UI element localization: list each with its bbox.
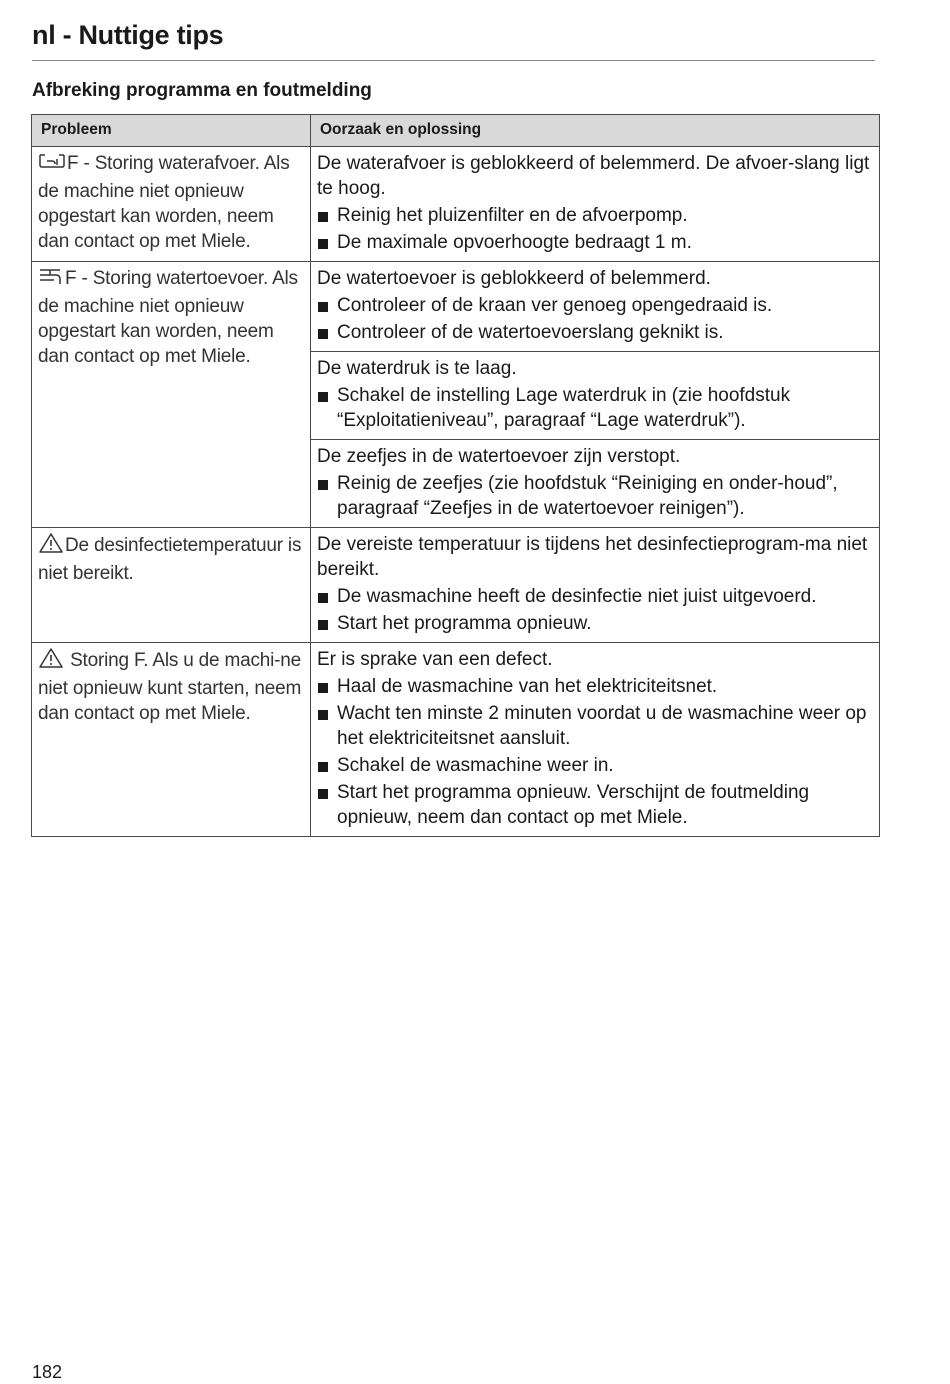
square-bullet-icon <box>318 593 328 603</box>
solution-step-text: Schakel de instelling Lage waterdruk in (zie hoofdstuk “Exploitatieniveau”, paragraaf “Lage waterdruk”). <box>337 385 791 431</box>
solution-step-text: Wacht ten minste 2 minuten voordat u de wasmachine weer op het elektriciteitsnet aansluit. <box>337 703 867 749</box>
cause-text: De watertoevoer is geblokkeerd of belemmerd. <box>317 268 711 289</box>
cause-text: De vereiste temperatuur is tijdens het desinfectieprogram-ma niet bereikt. <box>317 534 868 580</box>
table-row <box>32 262 880 352</box>
water-inlet-fault-icon <box>38 267 64 294</box>
solution-step-text: Start het programma opnieuw. Verschijnt de foutmelding opnieuw, neem dan contact op met Miele. <box>337 782 810 828</box>
warning-triangle-icon <box>38 647 64 676</box>
solution-list <box>317 674 873 830</box>
solution-list <box>317 383 873 433</box>
cause-cell <box>311 528 880 643</box>
cause-cell <box>311 643 880 837</box>
cause-text: De waterafvoer is geblokkeerd of belemmerd. De afvoer-slang ligt te hoog. <box>317 153 870 199</box>
solution-step <box>317 753 873 778</box>
solution-step <box>317 471 873 521</box>
problem-text: F - Storing watertoevoer. Als de machine niet opnieuw opgestart kan worden, neem dan contact op met Miele. <box>38 268 298 367</box>
square-bullet-icon <box>318 212 328 222</box>
solution-step <box>317 584 873 609</box>
square-bullet-icon <box>318 480 328 490</box>
solution-step <box>317 230 873 255</box>
problem-text: De desinfectietemperatuur is niet bereikt. <box>38 535 302 584</box>
column-header-cause: Oorzaak en oplossing <box>311 115 880 147</box>
solution-step-text: De wasmachine heeft de desinfectie niet juist uitgevoerd. <box>337 586 817 607</box>
solution-step <box>317 293 873 318</box>
cause-text: De zeefjes in de watertoevoer zijn verstopt. <box>317 446 681 467</box>
section-heading: Afbreking programma en foutmelding <box>32 80 372 101</box>
table-row <box>32 643 880 837</box>
table-header-row <box>32 115 880 147</box>
problem-text: Storing F. Als u de machi-ne niet opnieuw kunt starten, neem dan contact op met Miele. <box>38 650 302 724</box>
page-number: 182 <box>32 1362 63 1382</box>
solution-step-text: Controleer of de watertoevoerslang geknikt is. <box>337 322 724 343</box>
solution-step <box>317 701 873 751</box>
solution-step-text: Start het programma opnieuw. <box>337 613 592 634</box>
solution-list <box>317 584 873 636</box>
table-body <box>32 147 880 837</box>
solution-step-text: Reinig het pluizenfilter en de afvoerpomp. <box>337 205 688 226</box>
table-row <box>32 147 880 262</box>
solution-step-text: De maximale opvoerhoogte bedraagt 1 m. <box>337 232 692 253</box>
solution-step <box>317 383 873 433</box>
solution-list <box>317 203 873 255</box>
title-divider <box>32 60 875 61</box>
solution-step <box>317 611 873 636</box>
cause-cell <box>311 147 880 262</box>
solution-step-text: Controleer of de kraan ver genoeg opengedraaid is. <box>337 295 773 316</box>
square-bullet-icon <box>318 683 328 693</box>
warning-triangle-icon <box>38 532 64 561</box>
square-bullet-icon <box>318 392 328 402</box>
solution-step-text: Reinig de zeefjes (zie hoofdstuk “Reiniging en onder-houd”, paragraaf “Zeefjes in de watertoevoer reinigen”). <box>337 473 838 519</box>
problem-cell <box>32 528 311 643</box>
square-bullet-icon <box>318 789 328 799</box>
solution-step <box>317 320 873 345</box>
square-bullet-icon <box>318 710 328 720</box>
problem-cell <box>32 262 311 528</box>
column-header-problem: Probleem <box>32 115 311 147</box>
square-bullet-icon <box>318 762 328 772</box>
cause-text: Er is sprake van een defect. <box>317 649 553 670</box>
square-bullet-icon <box>318 329 328 339</box>
cause-cell <box>311 262 880 352</box>
solution-step-text: Schakel de wasmachine weer in. <box>337 755 614 776</box>
solution-list <box>317 293 873 345</box>
square-bullet-icon <box>318 620 328 630</box>
cause-text: De waterdruk is te laag. <box>317 358 517 379</box>
cause-cell <box>311 352 880 440</box>
problem-cell <box>32 643 311 837</box>
solution-list <box>317 471 873 521</box>
cause-cell <box>311 440 880 528</box>
table-row <box>32 528 880 643</box>
solution-step-text: Haal de wasmachine van het elektriciteitsnet. <box>337 676 718 697</box>
problem-text: F - Storing waterafvoer. Als de machine niet opnieuw opgestart kan worden, neem dan contact op met Miele. <box>38 153 290 252</box>
problem-cell <box>32 147 311 262</box>
square-bullet-icon <box>318 302 328 312</box>
solution-step <box>317 674 873 699</box>
drain-fault-icon <box>38 152 66 179</box>
page-title: nl - Nuttige tips <box>32 20 224 50</box>
square-bullet-icon <box>318 239 328 249</box>
troubleshooting-table <box>31 114 880 837</box>
solution-step <box>317 780 873 830</box>
solution-step <box>317 203 873 228</box>
